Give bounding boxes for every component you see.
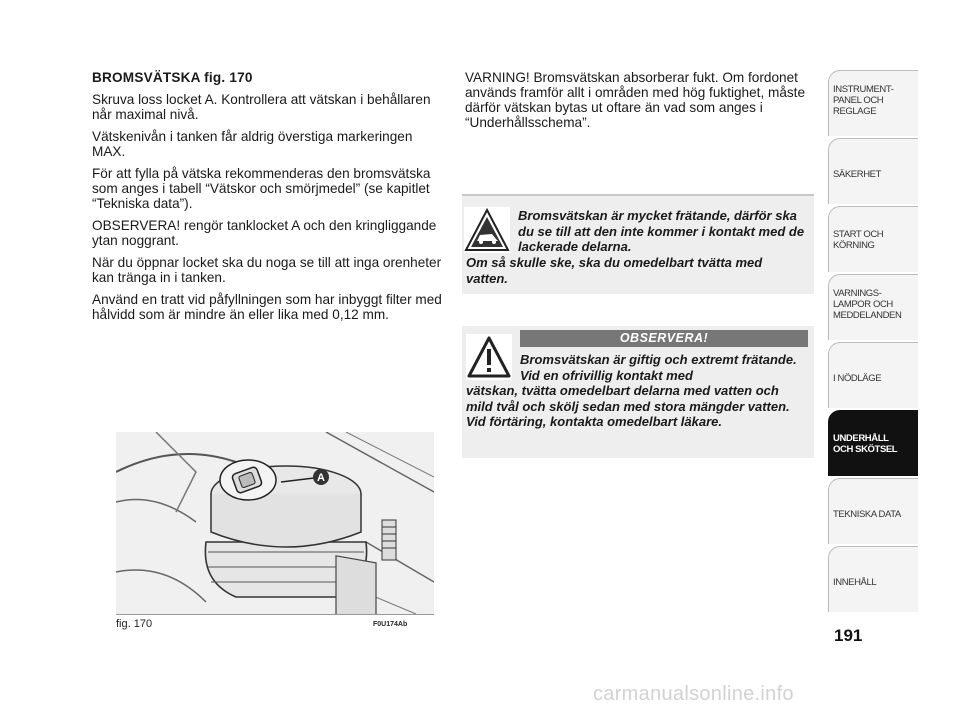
tab-start-och-korning[interactable] [828,206,918,272]
callout-a-label: A [317,472,325,484]
tab-label: INNEHÅLL [833,577,877,588]
figure-caption: fig. 170 [116,618,153,630]
box2-text-body: vätskan, tvätta omedelbart delarna med vatten och mild tvål och skölj sedan med stora mängder vatten. Vid förtäring, kontakta omedelbart läkare. [466,383,790,429]
paragraph: Använd en tratt vid påfyllningen som har inbyggt filter med hålvidd som är mindre än eller lika med 0,12 mm. [92,292,442,322]
tab-underhall-och-skotsel[interactable] [828,410,918,476]
right-column [465,70,813,130]
figure-rule [116,614,434,615]
tab-label: START OCH KÖRNING [833,229,884,251]
reservoir-illustration [116,432,434,614]
tab-varningslampor[interactable] [828,274,918,340]
tab-label: UNDERHÅLL OCH SKÖTSEL [833,433,898,455]
figure-brake-fluid-reservoir [116,432,434,614]
paragraph: Vätskenivån i tanken får aldrig överstiga markeringen MAX. [92,129,413,159]
tab-tekniska-data[interactable] [828,478,918,544]
corrosive-warning-box [462,194,814,294]
tab-label: SÄKERHET [833,169,882,180]
left-column [92,70,444,329]
tab-innehall[interactable] [828,546,918,612]
tab-i-nodlage[interactable] [828,342,918,408]
box1-text-body: Om så skulle ske, ska du omedelbart tvätta med vatten. [466,255,763,286]
car-paint-warning-icon [464,207,510,253]
tab-label: I NÖDLÄGE [833,373,882,384]
observera-box [462,326,814,458]
exclamation-warning-icon [466,334,512,380]
warning-paragraph: VARNING! Bromsvätskan absorberar fukt. Om fordonet används framför allt i områden med hög fuktighet, måste därför vätskan bytas ut oftare än vad som anges i “Underhållsschema”. [465,70,806,130]
box1-text-lead: Bromsvätskan är mycket frätande, därför ska du se till att den inte kommer i kontakt med de lackerade delarna. [518,208,805,254]
tab-sakerhet[interactable] [828,138,918,204]
page-number: 191 [834,626,863,645]
paragraph: När du öppnar locket ska du noga se till att inga orenheter kan tränga in i tanken. [92,255,442,285]
tab-label: INSTRUMENT- PANEL OCH REGLAGE [833,84,894,117]
tab-label: VARNINGS- LAMPOR OCH MEDDELANDEN [833,288,902,321]
paragraph: För att fylla på vätska rekommenderas den bromsvätska som anges i tabell “Vätskor och smörjmedel” (se kapitlet “Tekniska data”). [92,166,431,211]
paragraph: OBSERVERA! rengör tanklocket A och den kringliggande ytan noggrant. [92,218,437,248]
tab-instrumentpanel[interactable] [828,70,918,136]
watermark: carmanualsonline.info [593,683,794,705]
observera-banner: OBSERVERA! [520,330,808,347]
figure-code: F0U174Ab [373,621,408,628]
box2-text-lead: Bromsvätskan är giftig och extremt frätande. Vid en ofrivillig kontakt med [520,352,797,383]
tab-label: TEKNISKA DATA [833,509,901,520]
section-heading: BROMSVÄTSKA fig. 170 [92,70,253,85]
paragraph: Skruva loss locket A. Kontrollera att vätskan i behållaren når maximal nivå. [92,92,431,122]
